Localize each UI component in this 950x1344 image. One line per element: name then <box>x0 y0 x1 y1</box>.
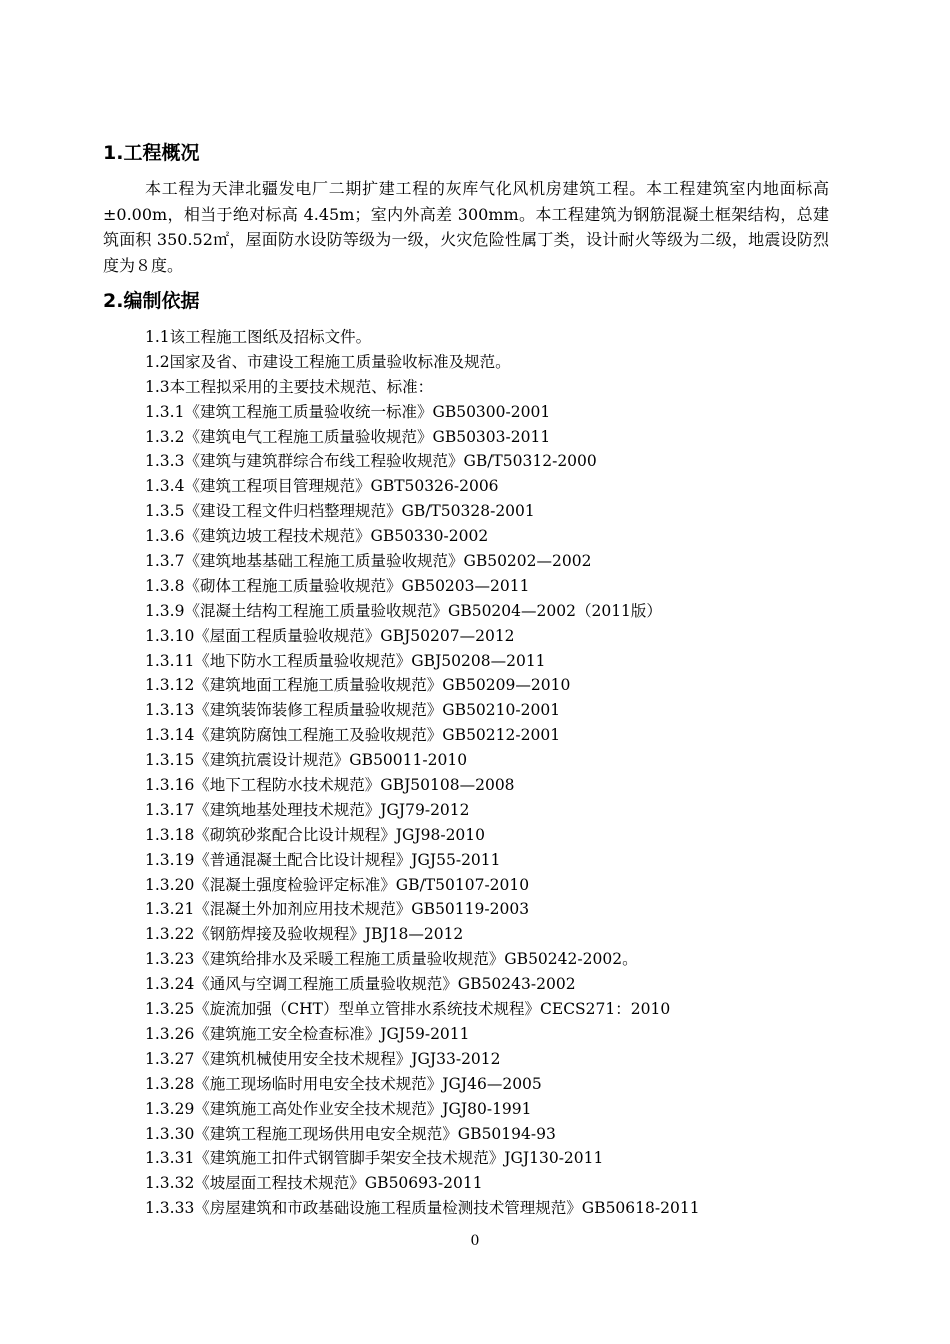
reference-list <box>145 325 700 1221</box>
reference-list-item: 1.3.3《建筑与建筑群综合布线工程验收规范》GB/T50312-2000 <box>145 452 597 471</box>
reference-list-item: 1.3.18《砌筑砂浆配合比设计规程》JGJ98-2010 <box>145 825 486 844</box>
reference-list-item: 1.3本工程拟采用的主要技术规范、标准： <box>145 377 434 396</box>
reference-list-item: 1.3.29《建筑施工高处作业安全技术规范》JGJ80-1991 <box>145 1099 532 1118</box>
reference-list-item: 1.3.33《房屋建筑和市政基础设施工程质量检测技术管理规范》GB50618-2011 <box>145 1199 700 1218</box>
reference-list-item: 1.3.5《建设工程文件归档整理规范》GB/T50328-2001 <box>145 502 535 521</box>
reference-list-item: 1.3.28《施工现场临时用电安全技术规范》JGJ46—2005 <box>145 1074 542 1093</box>
reference-list-item: 1.3.9《混凝土结构工程施工质量验收规范》GB50204—2002（2011版） <box>145 601 662 620</box>
reference-list-item: 1.3.13《建筑装饰装修工程质量验收规范》GB50210-2001 <box>145 701 561 720</box>
reference-list-item: 1.3.17《建筑地基处理技术规范》JGJ79-2012 <box>145 800 470 819</box>
project-overview-paragraph: 本工程为天津北疆发电厂二期扩建工程的灰库气化风机房建筑工程。本工程建筑室内地面标高±0.00m，相当于绝对标高 4.45m；室内外高差 300mm。本工程建筑为钢筋混凝土框架结构，总建筑面积 350.52㎡，屋面防水设防等级为一级，火灾危险性属丁类，设计耐火等级为二级，地震设防烈度为８度。 <box>103 179 829 275</box>
reference-list-item: 1.3.10《屋面工程质量验收规范》GBJ50207—2012 <box>145 626 515 645</box>
page-number: 0 <box>470 1233 480 1249</box>
reference-list-item: 1.3.32《坡屋面工程技术规范》GB50693-2011 <box>145 1174 483 1193</box>
reference-list-item: 1.3.21《混凝土外加剂应用技术规范》GB50119-2003 <box>145 900 530 919</box>
reference-list-item: 1.3.26《建筑施工安全检查标准》JGJ59-2011 <box>145 1024 470 1043</box>
reference-list-item: 1.3.27《建筑机械使用安全技术规程》JGJ33-2012 <box>145 1049 501 1068</box>
reference-list-item: 1.3.7《建筑地基基础工程施工质量验收规范》GB50202—2002 <box>145 552 592 571</box>
reference-list-item: 1.3.23《建筑给排水及采暖工程施工质量验收规范》GB50242-2002。 <box>145 950 638 969</box>
reference-list-item: 1.3.12《建筑地面工程施工质量验收规范》GB50209—2010 <box>145 676 571 695</box>
reference-list-item: 1.2国家及省、市建设工程施工质量验收标准及规范。 <box>145 352 511 371</box>
reference-list-item: 1.3.8《砌体工程施工质量验收规范》GB50203—2011 <box>145 576 530 595</box>
reference-list-item: 1.3.30《建筑工程施工现场供用电安全规范》GB50194-93 <box>145 1124 556 1143</box>
reference-list-item: 1.3.16《地下工程防水技术规范》GBJ50108—2008 <box>145 776 515 795</box>
reference-list-item: 1.3.31《建筑施工扣件式钢管脚手架安全技术规范》JGJ130-2011 <box>145 1149 604 1168</box>
reference-list-item: 1.3.2《建筑电气工程施工质量验收规范》GB50303-2011 <box>145 427 551 446</box>
reference-list-item: 1.3.11《地下防水工程质量验收规范》GBJ50208—2011 <box>145 651 546 670</box>
reference-list-item: 1.3.14《建筑防腐蚀工程施工及验收规范》GB50212-2001 <box>145 726 561 745</box>
reference-list-item: 1.3.24《通风与空调工程施工质量验收规范》GB50243-2002 <box>145 975 576 994</box>
reference-list-item: 1.1该工程施工图纸及招标文件。 <box>145 328 372 346</box>
reference-list-item: 1.3.25《旋流加强（CHT）型单立管排水系统技术规程》CECS271：2010 <box>145 1000 671 1019</box>
section-heading-project-overview: 1.工程概况 <box>103 142 200 164</box>
reference-list-item: 1.3.19《普通混凝土配合比设计规程》JGJ55-2011 <box>145 850 501 869</box>
reference-list-item: 1.3.15《建筑抗震设计规范》GB50011-2010 <box>145 751 468 770</box>
reference-list-item: 1.3.20《混凝土强度检验评定标准》GB/T50107-2010 <box>145 875 530 894</box>
reference-list-item: 1.3.4《建筑工程项目管理规范》GBT50326-2006 <box>145 477 499 496</box>
reference-list-item: 1.3.22《钢筋焊接及验收规程》JBJ18—2012 <box>145 925 464 944</box>
reference-list-item: 1.3.6《建筑边坡工程技术规范》GB50330-2002 <box>145 527 489 546</box>
reference-list-item: 1.3.1《建筑工程施工质量验收统一标准》GB50300-2001 <box>145 402 551 421</box>
section-heading-compilation-basis: 2.编制依据 <box>103 290 200 312</box>
